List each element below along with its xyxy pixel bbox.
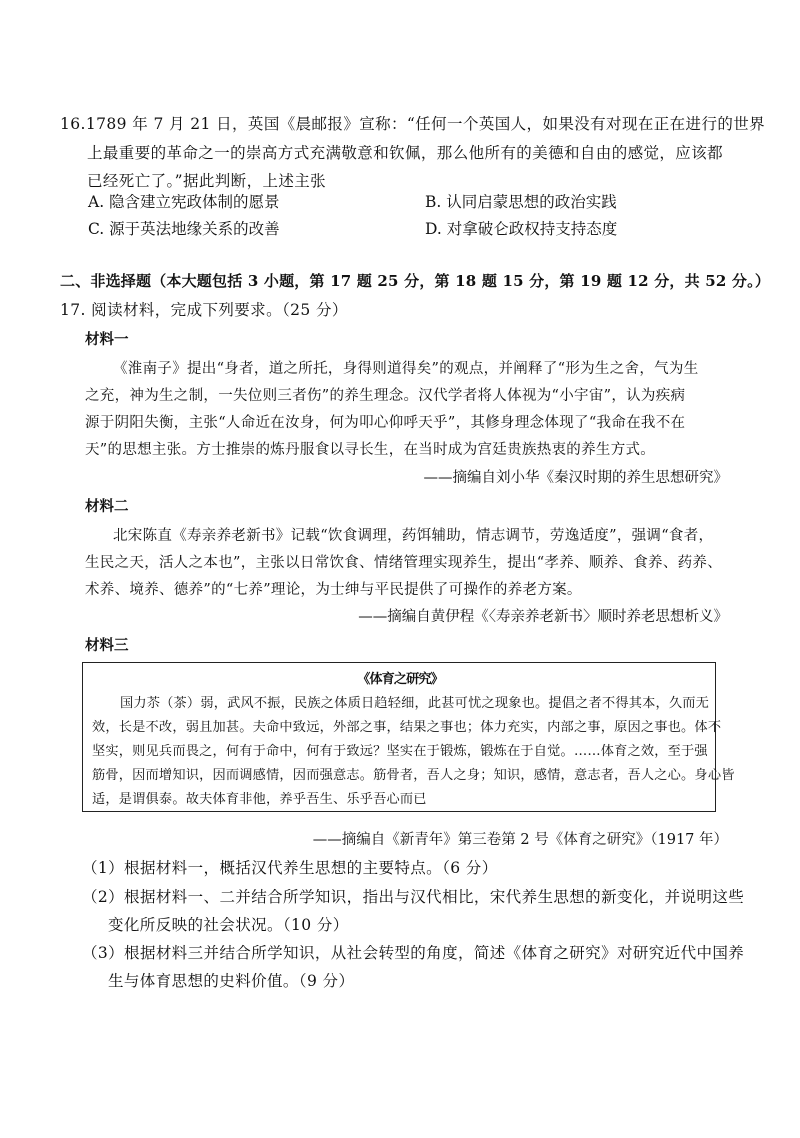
material2-title: 材料二 (85, 498, 129, 515)
q17-sub-2-line-2: 变化所反映的社会状况。（10 分） (108, 916, 349, 934)
section-heading: 二、非选择题（本大题包括 3 小题，第 17 题 25 分，第 18 题 15 分，第 19 题 12 分，共 52 分。） (60, 272, 771, 290)
material3-source: ——摘编自《新青年》第三卷第 2 号《体育之研究》（1917 年） (312, 832, 728, 848)
q17-sub-2-line-1: （2）根据材料一、二并结合所学知识，指出与汉代相比，宋代养生思想的新变化，并说明这些 (82, 888, 745, 906)
material2-line-3: 术养、境养、德养”的“七养”理论，为士绅与平民提供了可操作的养老方案。 (85, 582, 582, 598)
material3-box-title: 《体育之研究》 (357, 672, 443, 687)
q16-line-1: 16.1789 年 7 月 21 日，英国《晨邮报》宣称：“任何一个英国人，如果没有对现在正在进行的世界 (60, 115, 766, 133)
q16-line-3: 已经死亡了。”据此判断，上述主张 (87, 172, 327, 190)
material1-line-3: 源于阴阳失衡，主张“人命近在汝身，何为叩心仰呼天乎”，其修身理念体现了“我命在我不在 (85, 415, 686, 431)
material3-box-line-4: 筋骨，因而增知识，因而调感情，因而强意志。筋骨者，吾人之身；知识，感情，意志者，吾人之心。身心皆 (92, 768, 735, 783)
material1-line-1: 《淮南子》提出“身者，道之所托，身得则道得矣”的观点，并阐释了“形为生之舍，气为生 (113, 361, 699, 377)
material2-line-2: 生民之天，活人之本也”，主张以日常饮食、情绪管理实现养生，提出“孝养、顺养、食养、药养、 (85, 555, 723, 571)
q17-sub-3-line-2: 生与体育思想的史料价值。（9 分） (108, 972, 355, 990)
material3-box-line-5: 适，是谓俱泰。故夫体育非他，养乎吾生、乐乎吾心而已 (92, 792, 427, 807)
material3-box-line-1: 国力苶（茶）弱，武风不振，民族之体质日趋轻细，此甚可忧之现象也。提倡之者不得其本，久而无 (120, 696, 710, 711)
material1-title: 材料一 (85, 331, 129, 348)
material2-line-1: 北宋陈直《寿亲养老新书》记载“饮食调理，药饵辅助，情志调节，劳逸适度”，强调“食者， (113, 528, 714, 544)
material1-line-2: 之充，神为生之制，一失位则三者伤”的养生理念。汉代学者将人体视为“小宇宙”，认为疾病 (85, 388, 686, 404)
q16-option-a: A. 隐含建立宪政体制的愿景 (88, 193, 280, 211)
q16-option-d: D. 对拿破仑政权持支持态度 (425, 220, 618, 238)
q17-intro: 17. 阅读材料，完成下列要求。（25 分） (60, 301, 348, 319)
q16-option-c: C. 源于英法地缘关系的改善 (88, 220, 280, 238)
q17-sub-1: （1）根据材料一，概括汉代养生思想的主要特点。（6 分） (82, 859, 498, 877)
q17-sub-3-line-1: （3）根据材料三并结合所学知识，从社会转型的角度，简述《体育之研究》对研究近代中国养 (82, 944, 745, 962)
material2-source: ——摘编自黄伊程《〈寿亲养老新书〉顺时养老思想析义》 (358, 609, 728, 625)
material3-title: 材料三 (85, 637, 129, 654)
material3-box-line-2: 效，长是不改，弱且加甚。夫命中致远，外部之事，结果之事也；体力充实，内部之事，原因之事也。体不 (92, 720, 722, 735)
material3-box-line-3: 坚实，则见兵而畏之，何有于命中，何有于致远？坚实在于锻炼，锻炼在于自觉。……体育之效，至于强 (92, 744, 708, 759)
material1-source: ——摘编自刘小华《秦汉时期的养生思想研究》 (423, 470, 728, 486)
q16-line-2: 上最重要的革命之一的崇高方式充满敬意和钦佩，那么他所有的美德和自由的感觉，应该都 (87, 144, 724, 162)
q16-option-b: B. 认同启蒙思想的政治实践 (425, 193, 617, 211)
material1-line-4: 天”的思想主张。方士推崇的炼丹服食以寻长生，在当时成为宫廷贵族热衷的养生方式。 (85, 442, 656, 458)
